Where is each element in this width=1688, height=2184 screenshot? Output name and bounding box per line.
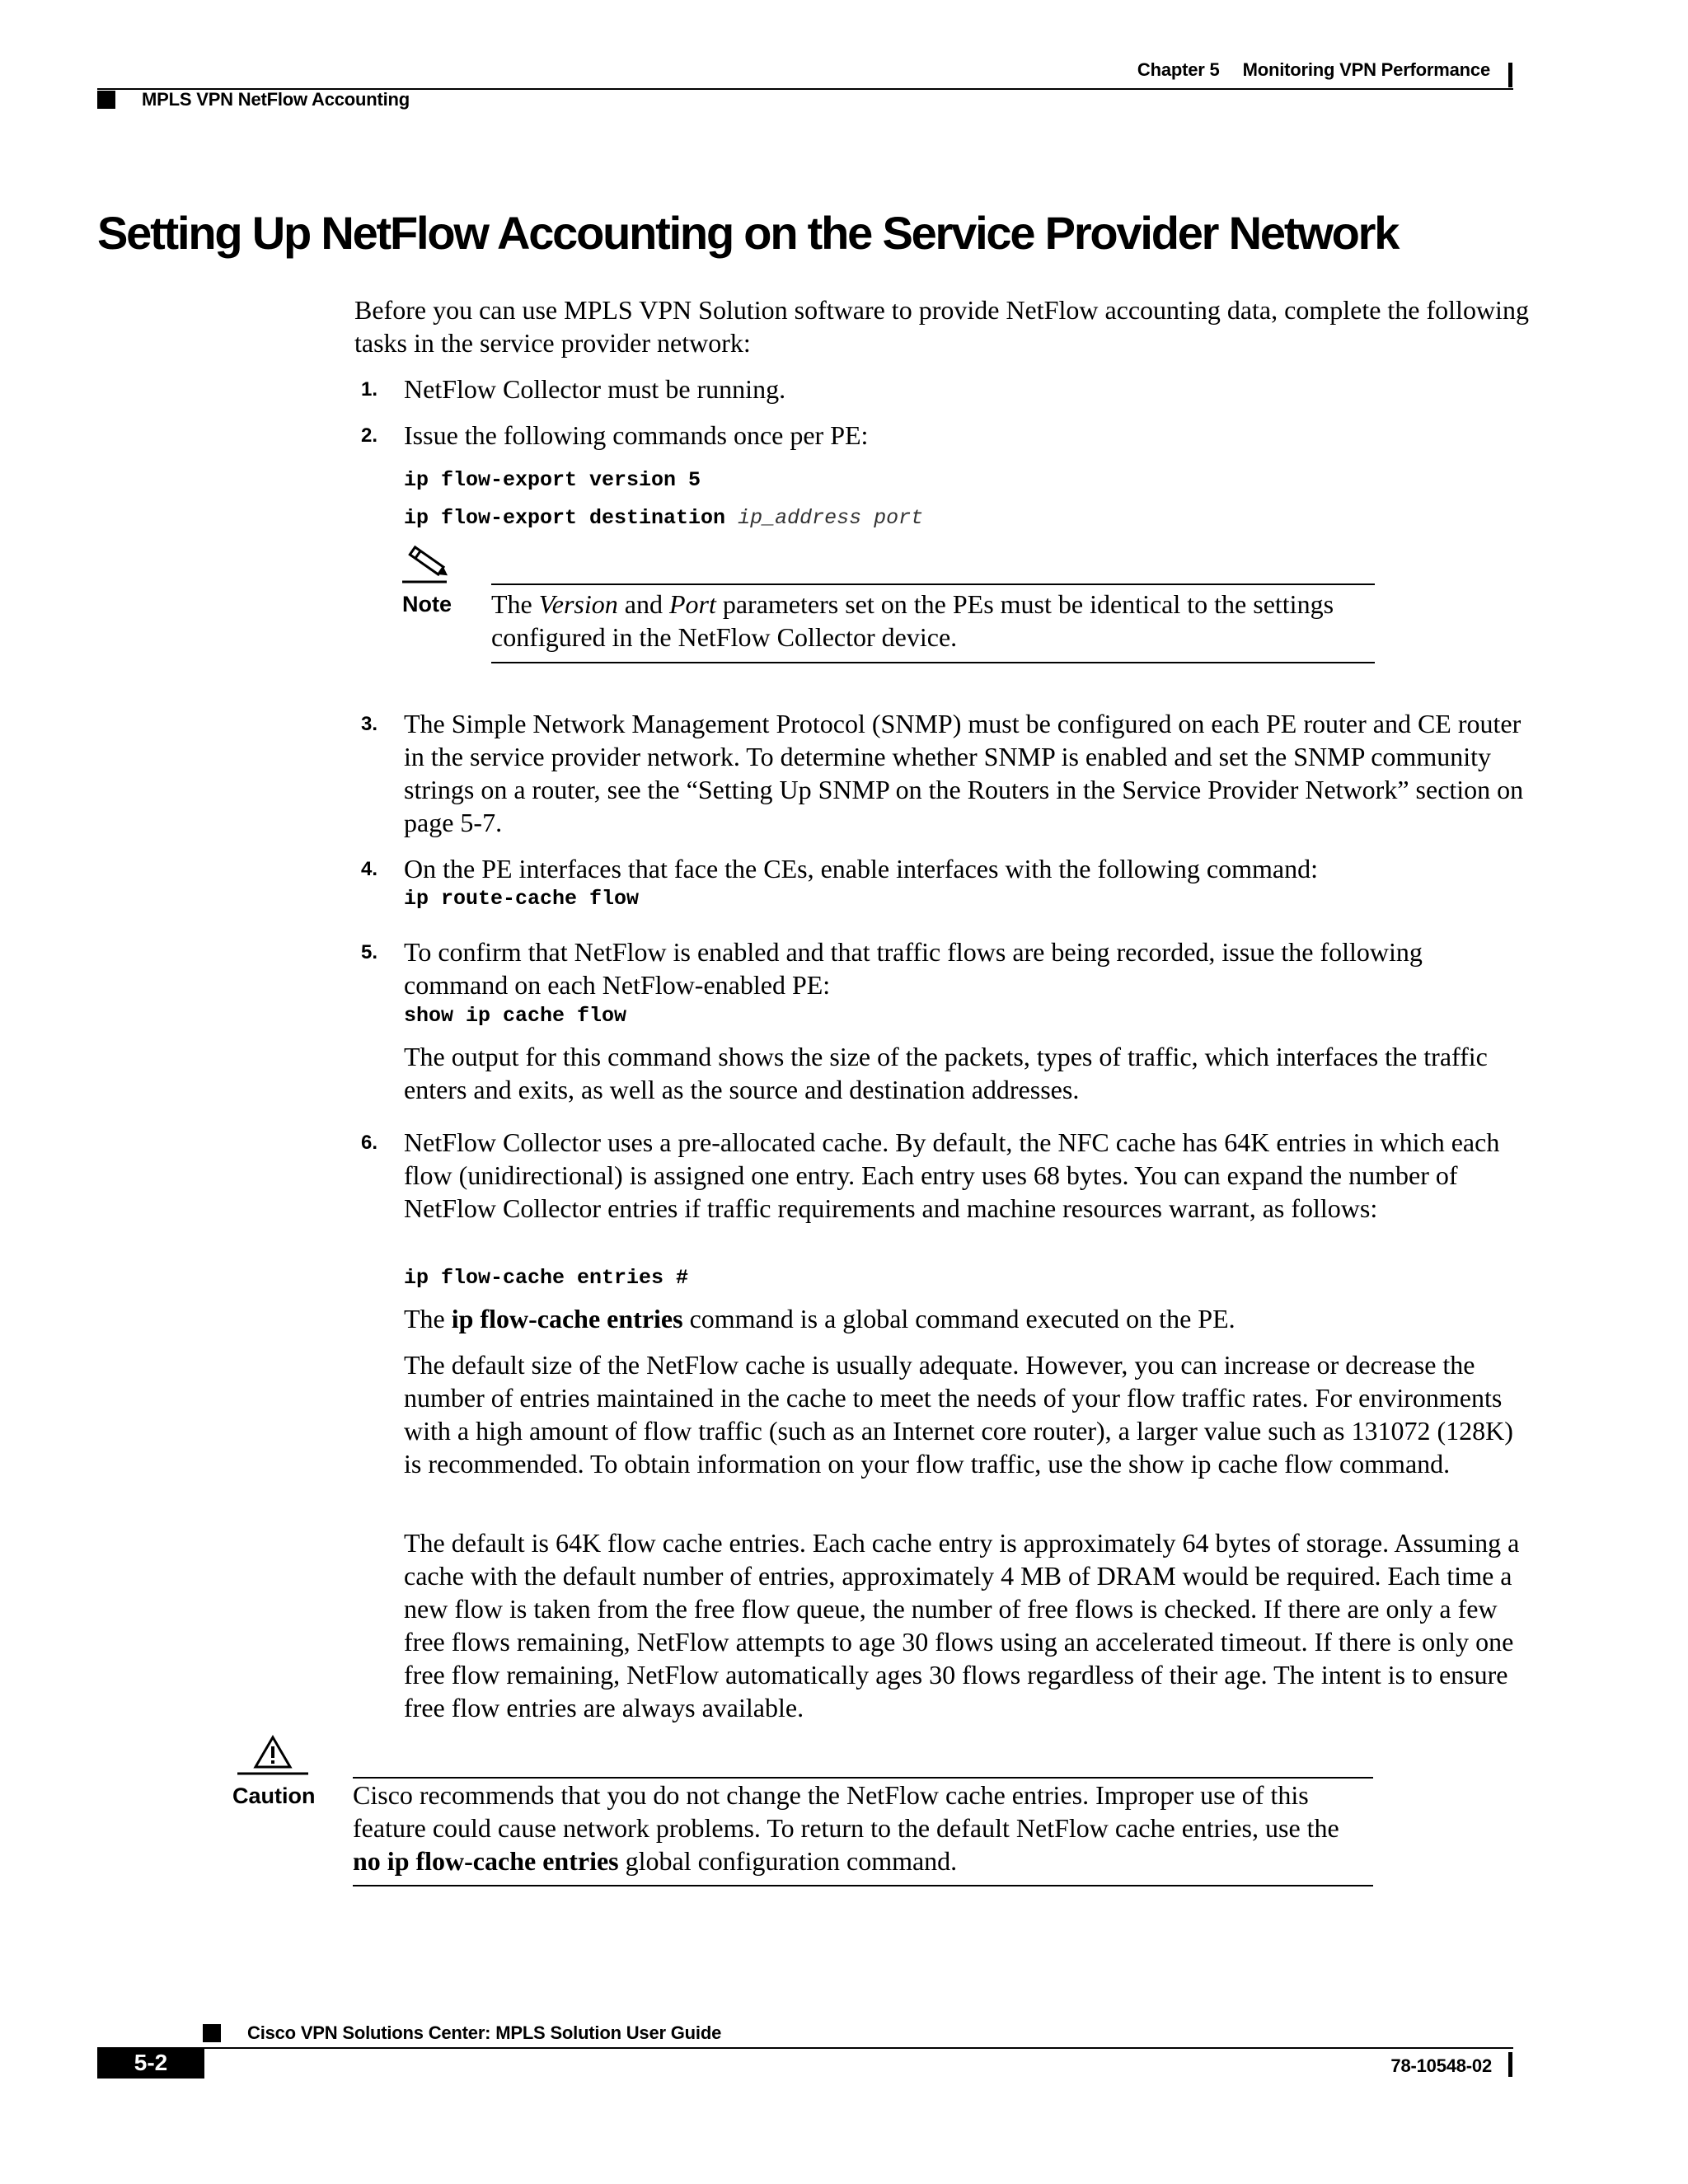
step-1-text: NetFlow Collector must be running.: [404, 374, 786, 404]
p1-bold: ip flow-cache entries: [451, 1304, 683, 1333]
step-5-text: To confirm that NetFlow is enabled and that traffic flows are being recorded, issue the following command on each NetFlow-enabled PE:: [404, 937, 1423, 1000]
caution-bold: no ip flow-cache entries: [353, 1846, 619, 1876]
step-4-number: 4.: [361, 858, 378, 880]
note-text-a: The: [491, 589, 539, 619]
page-number: 5-2: [134, 2050, 168, 2075]
caution-label: Caution: [232, 1783, 316, 1808]
step-3-text: The Simple Network Management Protocol (SNMP) must be configured on each PE router and CE router in the service provider network. To determine whether SNMP is enabled and set the SNMP community strings on a router, see the “Setting Up SNMP on the Routers in the Service Provider Network” section on page 5-7.: [404, 709, 1524, 837]
p1-a: The: [404, 1304, 452, 1333]
step-6-p3: The default is 64K flow cache entries. Each cache entry is approximately 64 bytes of storage. Assuming a cache with the default number of entries, approximately 4 MB of DRAM would be required. Each time a new flow is taken from the free flow queue, the number of free flows is checked. If there are only a few free flows remaining, NetFlow attempts to age 30 flows using an accelerated timeout. If there is only one free flow remaining, NetFlow automatically ages 30 flows regardless of their age. The intent is to ensure free flow entries are always available.: [404, 1528, 1520, 1722]
step-2-command-1: ip flow-export version 5: [404, 468, 701, 492]
note-port: Port: [668, 589, 716, 619]
caution-rule-bottom: [353, 1885, 1373, 1886]
step-2-text: Issue the following commands once per PE:: [404, 420, 869, 450]
step-6-p1: [404, 1302, 1525, 1335]
footer-book-title: Cisco VPN Solutions Center: MPLS Solution User Guide: [247, 2022, 722, 2043]
step-5-command: show ip cache flow: [404, 1004, 627, 1028]
step-5-after: The output for this command shows the size of the packets, types of traffic, which interfaces the traffic enters and exits, as well as the source and destination addresses.: [404, 1042, 1488, 1104]
chapter-number: Chapter 5: [1137, 59, 1220, 80]
caution-text-a: Cisco recommends that you do not change the NetFlow cache entries. Improper use of this feature could cause network problems. To return to the default NetFlow cache entries, use the: [353, 1780, 1339, 1843]
footer-rule: [203, 2047, 1513, 2049]
footer-doc-number: 78-10548-02: [1390, 2055, 1492, 2076]
header-bar-right: [1508, 63, 1512, 87]
note-version: Version: [538, 589, 618, 619]
command-2-args: ip_address port: [738, 506, 924, 530]
step-2-number: 2.: [361, 424, 378, 447]
step-4-command: ip route-cache flow: [404, 887, 640, 911]
footer-marker: [203, 2024, 221, 2042]
step-6-p2: The default size of the NetFlow cache is usually adequate. However, you can increase or decrease the number of entries maintained in the cache to meet the needs of your flow traffic rates. For environments with a high amount of flow traffic (such as an Internet core router), a larger value such as 131072 (128K) is recommended. To obtain information on your flow traffic, use the show ip cache flow command.: [404, 1350, 1513, 1479]
chapter-title: Monitoring VPN Performance: [1242, 59, 1490, 80]
pencil-icon: [402, 544, 453, 585]
intro-paragraph: Before you can use MPLS VPN Solution software to provide NetFlow accounting data, complete the following tasks in the service provider network:: [354, 295, 1529, 358]
p1-b: command is a global command executed on the PE.: [682, 1304, 1236, 1333]
page-title: Setting Up NetFlow Accounting on the Service Provider Network: [97, 207, 1399, 259]
step-1-number: 1.: [361, 378, 378, 401]
note-rule-top: [491, 583, 1375, 585]
note-text-c: parameters set on the PEs must be identical to the settings configured in the NetFlow Collector device.: [491, 589, 1334, 652]
step-6-number: 6.: [361, 1132, 378, 1154]
step-6-command: ip flow-cache entries #: [404, 1266, 689, 1290]
note-label: Note: [402, 592, 452, 616]
header-chapter: [1137, 59, 1490, 81]
step-3-number: 3.: [361, 713, 378, 735]
step-5-number: 5.: [361, 941, 378, 963]
step-6-text: NetFlow Collector uses a pre-allocated cache. By default, the NFC cache has 64K entries in which each flow (unidirectional) is assigned one entry. Each entry uses 68 bytes. You can expand the number of NetFlow Collector entries if traffic requirements and machine resources warrant, as follows:: [404, 1127, 1500, 1223]
caution-text-b: global configuration command.: [618, 1846, 958, 1876]
note-text-b: and: [617, 589, 669, 619]
step-4-text: On the PE interfaces that face the CEs, enable interfaces with the following command:: [404, 854, 1318, 883]
header-section: MPLS VPN NetFlow Accounting: [142, 89, 410, 110]
note-rule-bottom: [491, 662, 1375, 663]
warning-triangle-icon: [236, 1734, 310, 1777]
footer-bar-right: [1508, 2052, 1512, 2077]
caution-text: [353, 1779, 1373, 1877]
header-section-marker: [97, 91, 115, 109]
note-text: [491, 588, 1373, 654]
command-2-keyword: ip flow-export destination: [404, 506, 726, 530]
step-2-command-2: [404, 506, 923, 530]
